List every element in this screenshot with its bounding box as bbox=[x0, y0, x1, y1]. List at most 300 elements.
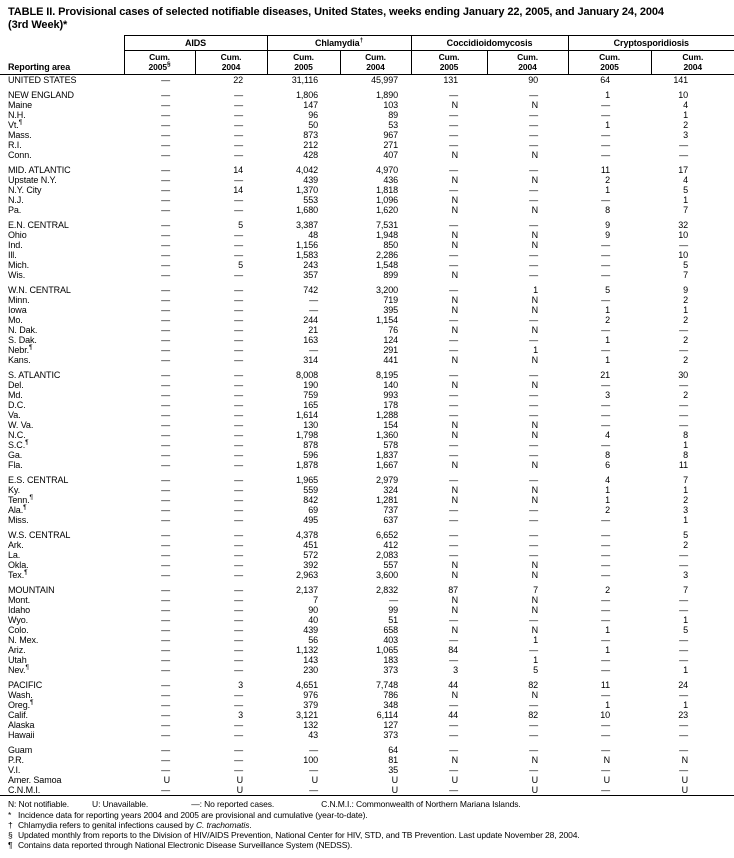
footnotes bbox=[8, 810, 726, 850]
cell: 2 bbox=[683, 390, 689, 400]
row-label: Pa. bbox=[8, 205, 22, 215]
cell: — bbox=[161, 505, 170, 515]
cell: 5 bbox=[683, 185, 689, 195]
table-row bbox=[0, 530, 734, 540]
cell: — bbox=[234, 430, 244, 440]
cell: N bbox=[451, 625, 459, 635]
cell: — bbox=[601, 400, 611, 410]
cell: 23 bbox=[678, 710, 689, 720]
cell: — bbox=[601, 110, 611, 120]
cell: — bbox=[161, 175, 170, 185]
cell: — bbox=[529, 195, 539, 205]
cell: — bbox=[601, 260, 611, 270]
cell: — bbox=[449, 260, 459, 270]
cell: — bbox=[679, 655, 689, 665]
cell: — bbox=[601, 410, 611, 420]
cell: 165 bbox=[303, 400, 319, 410]
cell: N bbox=[531, 690, 539, 700]
cell: — bbox=[679, 240, 689, 250]
group-header-aids: AIDS bbox=[124, 36, 267, 51]
cell: — bbox=[601, 250, 611, 260]
row-label: MID. ATLANTIC bbox=[8, 165, 71, 175]
cell: — bbox=[161, 420, 170, 430]
cell: 9 bbox=[605, 220, 611, 230]
table-row bbox=[0, 680, 734, 690]
cell: — bbox=[234, 120, 244, 130]
cell: 190 bbox=[303, 380, 319, 390]
cell: — bbox=[161, 270, 170, 280]
cell: — bbox=[161, 345, 170, 355]
cell: 178 bbox=[383, 400, 399, 410]
cell: — bbox=[601, 440, 611, 450]
cell: 1,878 bbox=[295, 460, 319, 470]
cell: — bbox=[309, 745, 319, 755]
table-title-line2: (3rd Week)* bbox=[8, 18, 68, 31]
cell: 154 bbox=[383, 420, 399, 430]
cell: — bbox=[234, 250, 244, 260]
table-row bbox=[0, 615, 734, 625]
table-row bbox=[0, 560, 734, 570]
cell: 14 bbox=[233, 165, 244, 175]
cell: — bbox=[161, 440, 170, 450]
cell: — bbox=[234, 420, 244, 430]
cell: — bbox=[161, 335, 170, 345]
cell: 1,620 bbox=[376, 205, 399, 215]
cell: 379 bbox=[303, 700, 319, 710]
cell: — bbox=[449, 765, 459, 775]
cell: — bbox=[529, 110, 539, 120]
cell: N bbox=[531, 355, 539, 365]
cell: — bbox=[449, 655, 459, 665]
cell: 1 bbox=[605, 495, 611, 505]
cell: 100 bbox=[303, 755, 319, 765]
cell: — bbox=[449, 335, 459, 345]
cell: — bbox=[449, 410, 459, 420]
cell: — bbox=[234, 450, 244, 460]
cell: — bbox=[161, 745, 170, 755]
cell: 10 bbox=[678, 250, 689, 260]
cell: — bbox=[449, 515, 459, 525]
cell: N bbox=[531, 230, 539, 240]
table-row bbox=[0, 285, 734, 295]
table-row bbox=[0, 460, 734, 470]
cell: — bbox=[529, 250, 539, 260]
cell: — bbox=[449, 165, 459, 175]
cell: 3 bbox=[453, 665, 459, 675]
cell: — bbox=[679, 635, 689, 645]
cell: U bbox=[681, 785, 689, 795]
cell: 103 bbox=[383, 100, 399, 110]
cell: — bbox=[161, 370, 170, 380]
row-label: Mo. bbox=[8, 315, 23, 325]
cell: — bbox=[601, 745, 611, 755]
cell: 1 bbox=[533, 285, 539, 295]
cell: 407 bbox=[383, 150, 399, 160]
cell: U bbox=[603, 775, 611, 785]
row-label: Guam bbox=[8, 745, 33, 755]
cell: — bbox=[161, 485, 170, 495]
cell: — bbox=[234, 505, 244, 515]
cell: — bbox=[529, 765, 539, 775]
cell: N bbox=[451, 355, 459, 365]
row-label: Mont. bbox=[8, 595, 31, 605]
cell: — bbox=[161, 305, 170, 315]
footnote-text: Chlamydia refers to genital infections caused by C. trachomatis. bbox=[18, 820, 252, 830]
cell: 81 bbox=[388, 755, 399, 765]
cell: — bbox=[234, 205, 244, 215]
cell: — bbox=[161, 720, 170, 730]
cell: — bbox=[234, 110, 244, 120]
cell: N bbox=[531, 460, 539, 470]
cell: — bbox=[679, 645, 689, 655]
cell: 90 bbox=[308, 605, 319, 615]
cell: — bbox=[601, 765, 611, 775]
cell: N bbox=[531, 595, 539, 605]
cell: — bbox=[309, 345, 319, 355]
cell: N bbox=[451, 230, 459, 240]
cell: 10 bbox=[678, 90, 689, 100]
cell: U bbox=[451, 775, 459, 785]
row-label: N.C. bbox=[8, 430, 26, 440]
cell: 3 bbox=[238, 680, 244, 690]
cell: — bbox=[529, 165, 539, 175]
cell: — bbox=[529, 90, 539, 100]
cell: — bbox=[449, 185, 459, 195]
row-label: NEW ENGLAND bbox=[8, 90, 74, 100]
cell: — bbox=[234, 325, 244, 335]
row-label: Fla. bbox=[8, 460, 23, 470]
cell: — bbox=[234, 175, 244, 185]
cell: N bbox=[451, 295, 459, 305]
cell: — bbox=[679, 325, 689, 335]
cell: N bbox=[451, 380, 459, 390]
cell: — bbox=[161, 635, 170, 645]
cell: — bbox=[601, 560, 611, 570]
cell: — bbox=[161, 90, 170, 100]
cell: — bbox=[161, 230, 170, 240]
cell: 1 bbox=[605, 305, 611, 315]
row-label: Hawaii bbox=[8, 730, 35, 740]
cell: 1,065 bbox=[376, 645, 399, 655]
table-row bbox=[0, 495, 734, 505]
cell: — bbox=[449, 450, 459, 460]
table-row bbox=[0, 250, 734, 260]
cell: — bbox=[529, 745, 539, 755]
cell: 2 bbox=[683, 540, 689, 550]
column-header-aids-cum-2004: Cum. 2004 bbox=[195, 51, 267, 75]
cell: — bbox=[234, 730, 244, 740]
cell: 759 bbox=[303, 390, 319, 400]
table-row bbox=[0, 185, 734, 195]
cell: — bbox=[234, 380, 244, 390]
cell: — bbox=[679, 690, 689, 700]
row-label: V.I. bbox=[8, 765, 21, 775]
cell: 428 bbox=[303, 150, 319, 160]
table-row bbox=[0, 315, 734, 325]
cell: — bbox=[161, 130, 170, 140]
cell: — bbox=[679, 150, 689, 160]
cell: U bbox=[391, 775, 399, 785]
footnote bbox=[8, 830, 726, 840]
cell: 8 bbox=[605, 450, 611, 460]
table-row bbox=[0, 120, 734, 130]
cell: — bbox=[234, 460, 244, 470]
cell: N bbox=[603, 755, 611, 765]
cell: — bbox=[161, 700, 170, 710]
cell: N bbox=[451, 595, 459, 605]
table-row bbox=[0, 595, 734, 605]
table-row bbox=[0, 475, 734, 485]
cell: — bbox=[161, 570, 170, 580]
cell: — bbox=[449, 530, 459, 540]
row-label: P.R. bbox=[8, 755, 24, 765]
cell: — bbox=[161, 355, 170, 365]
cell: — bbox=[601, 570, 611, 580]
cell: — bbox=[679, 400, 689, 410]
cell: — bbox=[161, 295, 170, 305]
legend-unavailable: U: Unavailable. bbox=[92, 799, 149, 809]
cell: — bbox=[161, 755, 170, 765]
table-row bbox=[0, 430, 734, 440]
cell: 5 bbox=[533, 665, 539, 675]
cell: — bbox=[529, 440, 539, 450]
cell: 84 bbox=[448, 645, 459, 655]
row-label: Vt.¶ bbox=[8, 119, 23, 130]
cell: 2,979 bbox=[376, 475, 399, 485]
cell: — bbox=[234, 765, 244, 775]
cell: 2,137 bbox=[295, 585, 319, 595]
cell: 40 bbox=[308, 615, 319, 625]
cell: 1 bbox=[605, 645, 611, 655]
table-row bbox=[0, 175, 734, 185]
cell: 4 bbox=[683, 100, 689, 110]
cell: — bbox=[601, 635, 611, 645]
table-row bbox=[0, 440, 734, 450]
cell: 1 bbox=[683, 110, 689, 120]
cell: 2,286 bbox=[376, 250, 399, 260]
cell: — bbox=[679, 595, 689, 605]
cell: — bbox=[309, 305, 319, 315]
table-row bbox=[0, 380, 734, 390]
cell: 131 bbox=[443, 75, 459, 85]
row-label: Kans. bbox=[8, 355, 31, 365]
column-header-cryptosporidiosis-cum-2004: Cum. 2004 bbox=[651, 51, 734, 75]
cell: — bbox=[529, 140, 539, 150]
cell: N bbox=[451, 560, 459, 570]
cell: — bbox=[529, 400, 539, 410]
cell: N bbox=[531, 295, 539, 305]
cell: 8,008 bbox=[295, 370, 319, 380]
table-row bbox=[0, 730, 734, 740]
row-label: Upstate N.Y. bbox=[8, 175, 57, 185]
cell: — bbox=[161, 400, 170, 410]
cell: 6,652 bbox=[376, 530, 399, 540]
cell: 441 bbox=[383, 355, 399, 365]
cell: 10 bbox=[678, 230, 689, 240]
cell: — bbox=[161, 120, 170, 130]
cell: — bbox=[234, 615, 244, 625]
cell: — bbox=[679, 550, 689, 560]
table-row bbox=[0, 305, 734, 315]
column-header-cryptosporidiosis-cum-2005: Cum. 2005 bbox=[568, 51, 651, 75]
cell: — bbox=[234, 100, 244, 110]
cell: 1,360 bbox=[376, 430, 399, 440]
cell: — bbox=[234, 410, 244, 420]
cell: 6,114 bbox=[376, 710, 399, 720]
cell: 572 bbox=[303, 550, 319, 560]
cell: — bbox=[161, 390, 170, 400]
cell: 1 bbox=[533, 655, 539, 665]
cell: — bbox=[161, 430, 170, 440]
column-header-aids-cum-2005: Cum. 2005§ bbox=[124, 51, 195, 75]
cell: — bbox=[234, 485, 244, 495]
cell: 21 bbox=[308, 325, 319, 335]
cell: — bbox=[449, 730, 459, 740]
cell: 1,096 bbox=[376, 195, 399, 205]
cell: N bbox=[531, 755, 539, 765]
cell: 291 bbox=[383, 345, 399, 355]
cell: 31,116 bbox=[291, 75, 319, 85]
cell: 56 bbox=[308, 635, 319, 645]
cell: — bbox=[529, 505, 539, 515]
cell: — bbox=[161, 75, 170, 85]
footnote-text: Incidence data for reporting years 2004 and 2005 are provisional and cumulative (year-to-date). bbox=[18, 810, 368, 820]
cell: N bbox=[531, 560, 539, 570]
cell: 48 bbox=[308, 230, 319, 240]
cell: 53 bbox=[388, 120, 399, 130]
cell: — bbox=[234, 745, 244, 755]
cell: — bbox=[601, 515, 611, 525]
cell: — bbox=[679, 605, 689, 615]
row-label: La. bbox=[8, 550, 21, 560]
cell: — bbox=[679, 345, 689, 355]
table-row bbox=[0, 690, 734, 700]
cell: — bbox=[601, 605, 611, 615]
cell: 6 bbox=[605, 460, 611, 470]
cell: — bbox=[601, 655, 611, 665]
table-row bbox=[0, 270, 734, 280]
cell: — bbox=[161, 475, 170, 485]
cell: N bbox=[531, 605, 539, 615]
cell: 1,370 bbox=[295, 185, 319, 195]
cell: — bbox=[449, 315, 459, 325]
cell: N bbox=[451, 420, 459, 430]
cell: 7,748 bbox=[376, 680, 399, 690]
cell: N bbox=[531, 305, 539, 315]
cell: 436 bbox=[383, 175, 399, 185]
cell: N bbox=[531, 485, 539, 495]
cell: — bbox=[529, 645, 539, 655]
cell: 11 bbox=[678, 460, 689, 470]
table-row bbox=[0, 755, 734, 765]
cell: N bbox=[531, 380, 539, 390]
cell: 4,651 bbox=[295, 680, 319, 690]
cell: 742 bbox=[303, 285, 319, 295]
cell: 7 bbox=[313, 595, 319, 605]
table-row bbox=[0, 325, 734, 335]
cell: — bbox=[161, 560, 170, 570]
table-row bbox=[0, 645, 734, 655]
cell: — bbox=[529, 270, 539, 280]
cell: N bbox=[531, 175, 539, 185]
cell: 1 bbox=[605, 625, 611, 635]
table-row bbox=[0, 370, 734, 380]
cell: 4,378 bbox=[295, 530, 319, 540]
cell: — bbox=[161, 185, 170, 195]
row-label: Va. bbox=[8, 410, 21, 420]
cell: N bbox=[531, 420, 539, 430]
cell: — bbox=[309, 295, 319, 305]
cell: — bbox=[601, 325, 611, 335]
cell: N bbox=[531, 325, 539, 335]
cell: — bbox=[601, 150, 611, 160]
cell: — bbox=[161, 655, 170, 665]
table-row bbox=[0, 550, 734, 560]
cell: 1 bbox=[605, 355, 611, 365]
cell: 5 bbox=[683, 260, 689, 270]
table-row bbox=[0, 450, 734, 460]
cell: — bbox=[161, 615, 170, 625]
cell: 5 bbox=[683, 625, 689, 635]
cell: — bbox=[449, 550, 459, 560]
row-label: N. Mex. bbox=[8, 635, 39, 645]
cell: 1 bbox=[605, 485, 611, 495]
footnote bbox=[8, 820, 726, 830]
cell: 3,121 bbox=[295, 710, 319, 720]
cell: 578 bbox=[383, 440, 399, 450]
cell: 348 bbox=[383, 700, 399, 710]
cell: 1,583 bbox=[295, 250, 319, 260]
cell: — bbox=[234, 150, 244, 160]
row-label: C.N.M.I. bbox=[8, 785, 41, 795]
cell: 1 bbox=[533, 345, 539, 355]
cell: — bbox=[449, 120, 459, 130]
cell: 141 bbox=[673, 75, 689, 85]
cell: — bbox=[234, 335, 244, 345]
cell: 44 bbox=[448, 680, 459, 690]
row-label: Ala.¶ bbox=[8, 504, 27, 515]
cell: — bbox=[234, 605, 244, 615]
cell: 1 bbox=[683, 515, 689, 525]
cell: — bbox=[161, 325, 170, 335]
footnote-symbol: ¶ bbox=[8, 840, 13, 850]
cell: — bbox=[161, 785, 170, 795]
table-header bbox=[0, 36, 734, 75]
table-row bbox=[0, 400, 734, 410]
footnote-symbol: * bbox=[8, 810, 12, 820]
cell: 7 bbox=[683, 270, 689, 280]
table-row bbox=[0, 195, 734, 205]
cell: 4,042 bbox=[295, 165, 319, 175]
row-label: W.S. CENTRAL bbox=[8, 530, 71, 540]
table-row bbox=[0, 775, 734, 785]
cell: — bbox=[234, 585, 244, 595]
row-label: S.C.¶ bbox=[8, 439, 29, 450]
cell: 439 bbox=[303, 625, 319, 635]
footnote-symbol: § bbox=[8, 830, 13, 840]
cell: — bbox=[449, 90, 459, 100]
cell: 8 bbox=[683, 450, 689, 460]
cell: — bbox=[161, 285, 170, 295]
cell: — bbox=[234, 595, 244, 605]
cell: 140 bbox=[383, 380, 399, 390]
table-row bbox=[0, 420, 734, 430]
cell: 1 bbox=[605, 185, 611, 195]
cell: — bbox=[601, 540, 611, 550]
row-label: E.S. CENTRAL bbox=[8, 475, 69, 485]
cell: 4 bbox=[605, 430, 611, 440]
cell: 1,132 bbox=[295, 645, 319, 655]
